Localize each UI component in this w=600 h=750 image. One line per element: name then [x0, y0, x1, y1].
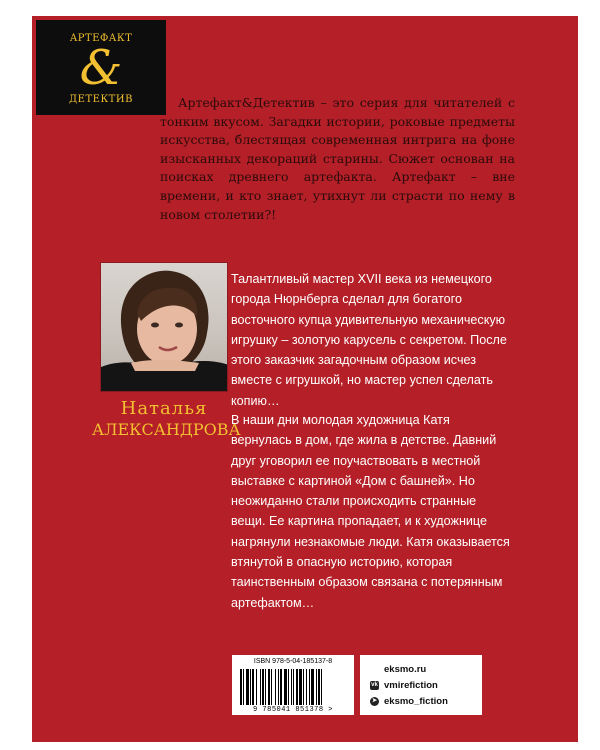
- publisher-links: [360, 655, 482, 715]
- author-last-name: АЛЕКСАНДРОВА: [92, 420, 241, 439]
- barcode-bar: [271, 669, 272, 705]
- link-vk-text: vmirefiction: [384, 679, 438, 691]
- barcode-bar: [262, 669, 264, 705]
- barcode-bar: [243, 669, 244, 705]
- barcode-bar: [256, 669, 257, 705]
- description-paragraph-1: Талантливый мастер XVII века из немецкого города Нюрнберга сделал для богатого восточного купца удивительную механическую игрушку – золотую карусель с секретом. После этого заказчик загадочным образом исчез вместе с игрушкой, но мастер успел сделать копию…: [231, 272, 507, 408]
- barcode-bar: [296, 669, 298, 705]
- barcode-bar: [250, 669, 251, 705]
- series-logo: [36, 20, 166, 115]
- description-paragraph-2: В наши дни молодая художница Катя вернулась в дом, где жила в детстве. Давний друг уговорил ее поучаствовать в местной выставке с картиной «Дом с башней». Но неожиданно стали происходить странные вещи. Ее картина пропадает, и к художнице нагрянули незнакомые люди. Катя оказывается втянутой в опасную историю, которая таинственным образом связана с потерянным артефактом…: [231, 413, 510, 610]
- barcode-bar: [316, 669, 317, 705]
- author-first-name: Наталья: [120, 398, 208, 419]
- link-vk[interactable]: [370, 677, 482, 693]
- barcode-bar: [311, 669, 314, 705]
- barcode-panel: [232, 655, 354, 715]
- link-website-text: eksmo.ru: [384, 663, 427, 675]
- author-photo: [100, 262, 228, 392]
- series-logo-line2: ДЕТЕКТИВ: [69, 94, 133, 105]
- globe-icon: [370, 665, 379, 674]
- barcode-bars: [240, 669, 346, 705]
- barcode-bar: [246, 669, 249, 705]
- barcode-bar: [303, 669, 304, 705]
- isbn-label: ISBN 978-5-04-185137-8: [253, 658, 333, 665]
- barcode-bar: [240, 669, 242, 705]
- link-telegram-text: eksmo_fiction: [384, 695, 448, 707]
- barcode-bar: [299, 669, 302, 705]
- link-website[interactable]: [370, 661, 482, 677]
- series-blurb: Артефакт&Детектив – это серия для читателей с тонким вкусом. Загадки истории, роковые предметы искусства, блестящая современная интрига на фоне изысканных декораций старины. Сюжет основан на поисках древнего артефакта. Артефакт – вне времени, и кто знает, утихнут ли страсти по нему в новом столетии?!: [160, 95, 515, 222]
- barcode-bar: [321, 669, 322, 705]
- barcode-bar: [265, 669, 266, 705]
- barcode-bar: [293, 669, 294, 705]
- barcode-bar: [318, 669, 320, 705]
- link-telegram[interactable]: [370, 693, 482, 709]
- barcode-bar: [275, 669, 276, 705]
- barcode-bar: [288, 669, 289, 705]
- barcode-digits: 9 785041 851378 >: [253, 706, 333, 714]
- barcode-bar: [306, 669, 307, 705]
- barcode-bar: [280, 669, 282, 705]
- barcode-bar: [252, 669, 254, 705]
- barcode-bar: [309, 669, 310, 705]
- series-logo-line1: АРТЕФАКТ: [69, 33, 133, 44]
- barcode-bar: [268, 669, 270, 705]
- telegram-icon: ➤: [371, 697, 378, 704]
- barcode-bar: [278, 669, 279, 705]
- vk-icon: vk: [371, 681, 378, 688]
- barcode-bar: [291, 669, 292, 705]
- series-logo-ampersand: &: [79, 40, 123, 96]
- barcode-bar: [284, 669, 287, 705]
- barcode-bar: [260, 669, 261, 705]
- author-photo-illustration: [101, 263, 228, 392]
